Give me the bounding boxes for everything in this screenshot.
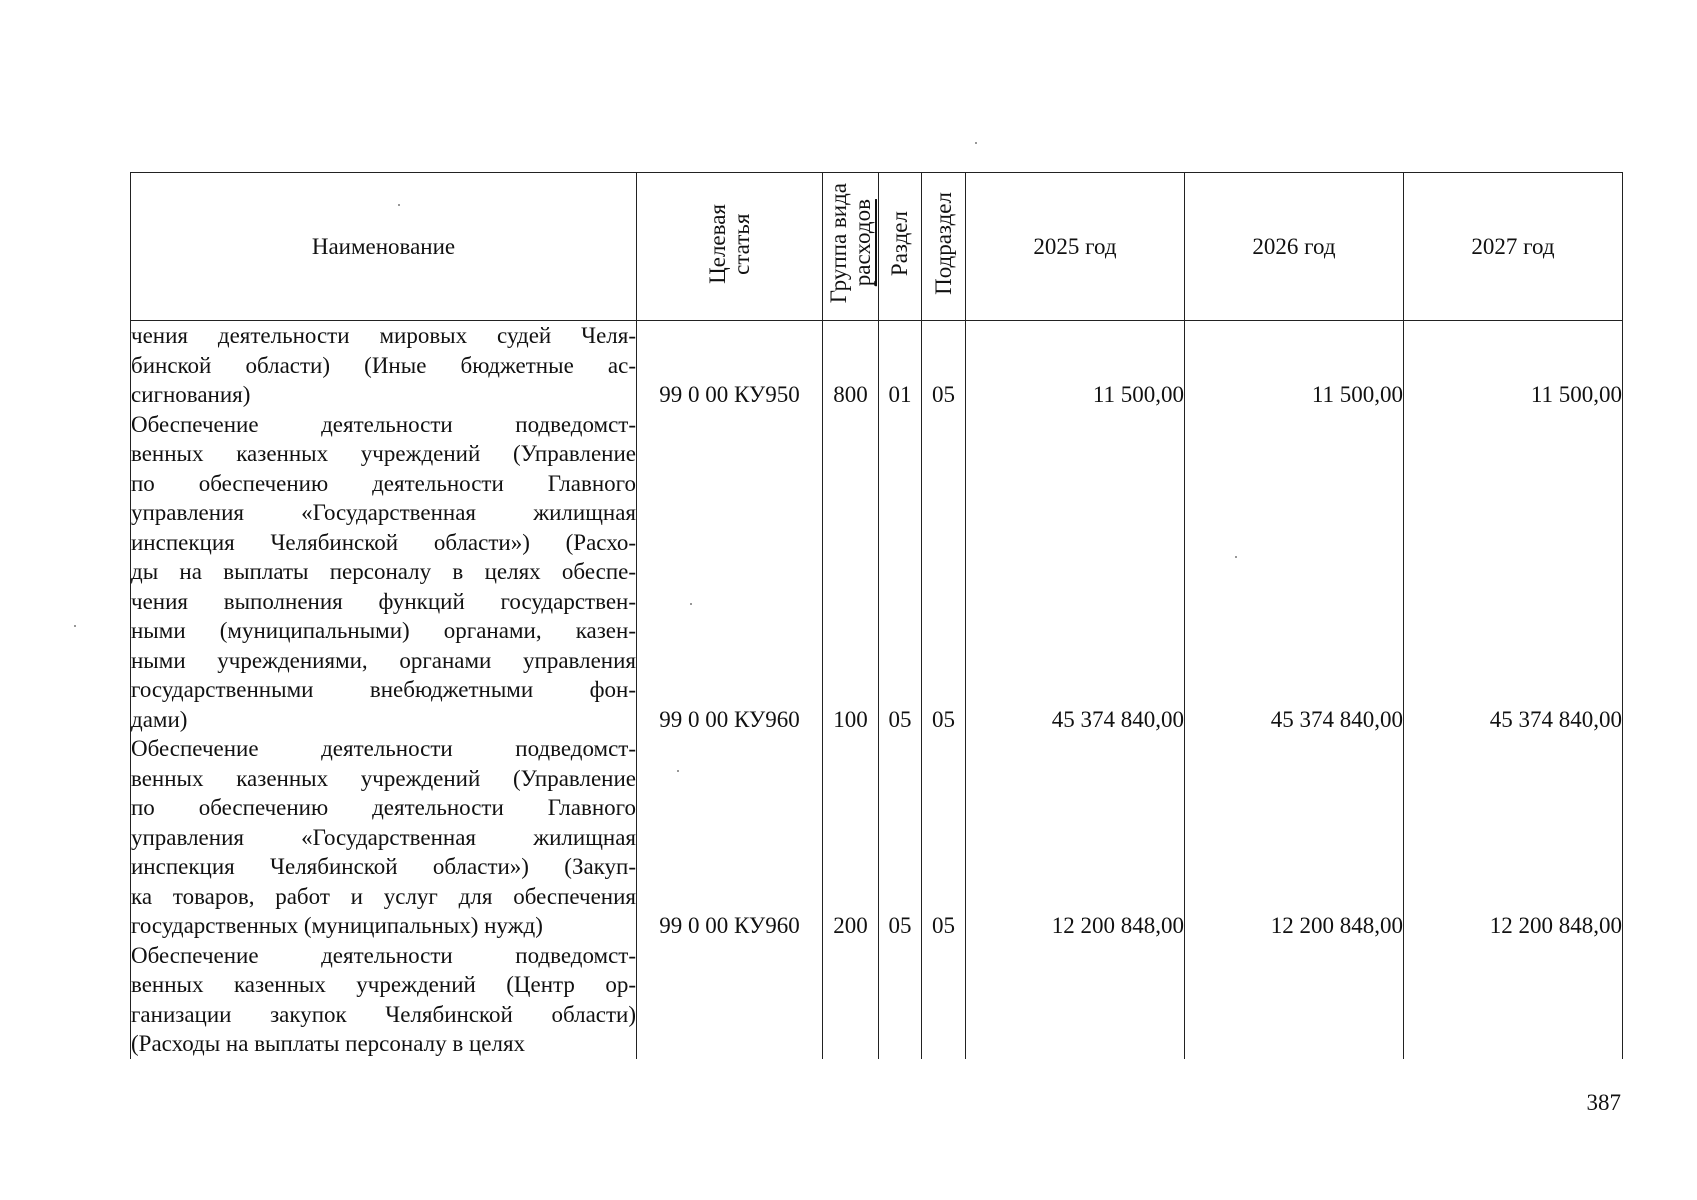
name-line: ганизации закупок Челябинской области) bbox=[131, 1001, 636, 1027]
cell-expense-group: 800 bbox=[823, 321, 879, 410]
scan-speck bbox=[677, 770, 679, 772]
name-line: ными (муниципальными) органами, казен- bbox=[131, 618, 636, 643]
header-section: Раздел bbox=[879, 173, 922, 321]
scan-speck bbox=[1235, 556, 1237, 558]
name-line: Обеспечение деятельности подведомст- bbox=[131, 411, 636, 437]
name-line: чения выполнения функций государствен- bbox=[131, 588, 636, 614]
cell-subsection: 05 bbox=[922, 734, 966, 941]
name-line: ка товаров, работ и услуг для обеспечения bbox=[131, 883, 636, 909]
name-line: государственными внебюджетными фон- bbox=[131, 677, 636, 702]
cell-name bbox=[131, 734, 637, 941]
name-line: сигнования) bbox=[131, 382, 251, 407]
budget-table bbox=[130, 172, 1623, 1059]
header-2027: 2027 год bbox=[1404, 173, 1623, 321]
cell-2026 bbox=[1185, 941, 1404, 1059]
cell-name bbox=[131, 941, 637, 1059]
name-line: бинской области) (Иные бюджетные ас- bbox=[131, 352, 636, 378]
name-line: (Расходы на выплаты персоналу в целях bbox=[131, 1031, 526, 1056]
cell-expense-group: 200 bbox=[823, 734, 879, 941]
name-line: ными учреждениями, органами управления bbox=[131, 647, 636, 673]
cell-section: 01 bbox=[879, 321, 922, 410]
cell-2026: 12 200 848,00 bbox=[1185, 734, 1404, 941]
name-line: венных казенных учреждений (Центр ор- bbox=[131, 972, 636, 997]
cell-target-article: 99 0 00 КУ950 bbox=[637, 321, 823, 410]
table-header-row bbox=[131, 173, 1623, 321]
name-line: венных казенных учреждений (Управление bbox=[131, 441, 636, 466]
name-line: управления «Государственная жилищная bbox=[131, 824, 636, 850]
table-body bbox=[131, 321, 1623, 1059]
cell-2027 bbox=[1404, 941, 1623, 1059]
cell-2027: 12 200 848,00 bbox=[1404, 734, 1623, 941]
cell-2027: 11 500,00 bbox=[1404, 321, 1623, 410]
cell-target-article bbox=[637, 941, 823, 1059]
scan-speck bbox=[975, 142, 977, 144]
name-line: ды на выплаты персоналу в целях обеспе- bbox=[131, 559, 636, 584]
header-name: Наименование bbox=[131, 173, 637, 321]
name-line: Обеспечение деятельности подведомст- bbox=[131, 942, 636, 968]
cell-2026: 45 374 840,00 bbox=[1185, 410, 1404, 735]
cell-2026: 11 500,00 bbox=[1185, 321, 1404, 410]
cell-subsection bbox=[922, 941, 966, 1059]
name-line: инспекция Челябинской области») (Закуп- bbox=[131, 854, 636, 879]
cell-2025 bbox=[966, 941, 1185, 1059]
cell-2027: 45 374 840,00 bbox=[1404, 410, 1623, 735]
scan-speck bbox=[398, 204, 400, 206]
name-line: чения деятельности мировых судей Челя- bbox=[131, 323, 636, 348]
cell-target-article: 99 0 00 КУ960 bbox=[637, 410, 823, 735]
cell-expense-group bbox=[823, 941, 879, 1059]
name-line: по обеспечению деятельности Главного bbox=[131, 470, 636, 496]
table-row bbox=[131, 941, 1623, 1059]
table-row bbox=[131, 410, 1623, 735]
header-expense-group: Группа вида расходов bbox=[823, 173, 879, 321]
header-subsection: Подраздел bbox=[922, 173, 966, 321]
cell-2025: 11 500,00 bbox=[966, 321, 1185, 410]
header-2026: 2026 год bbox=[1185, 173, 1404, 321]
header-target-article: Целевая статья bbox=[637, 173, 823, 321]
cell-2025: 45 374 840,00 bbox=[966, 410, 1185, 735]
name-line: дами) bbox=[131, 706, 188, 732]
header-2025: 2025 год bbox=[966, 173, 1185, 321]
table-row bbox=[131, 321, 1623, 410]
cell-name bbox=[131, 410, 637, 735]
name-line: по обеспечению деятельности Главного bbox=[131, 795, 636, 820]
page-number: 387 bbox=[1586, 1090, 1621, 1115]
name-line: Обеспечение деятельности подведомст- bbox=[131, 736, 636, 761]
name-line: инспекция Челябинской области») (Расхо- bbox=[131, 529, 636, 555]
cell-section: 05 bbox=[879, 734, 922, 941]
name-line: управления «Государственная жилищная bbox=[131, 500, 636, 525]
cell-subsection: 05 bbox=[922, 321, 966, 410]
table-row bbox=[131, 734, 1623, 941]
cell-expense-group: 100 bbox=[823, 410, 879, 735]
scan-speck bbox=[690, 603, 692, 605]
cell-section bbox=[879, 941, 922, 1059]
name-line: венных казенных учреждений (Управление bbox=[131, 765, 636, 791]
name-line: государственных (муниципальных) нужд) bbox=[131, 913, 543, 938]
cell-name bbox=[131, 321, 637, 410]
cell-2025: 12 200 848,00 bbox=[966, 734, 1185, 941]
cell-target-article: 99 0 00 КУ960 bbox=[637, 734, 823, 941]
cell-section: 05 bbox=[879, 410, 922, 735]
scan-speck bbox=[74, 625, 76, 627]
cell-subsection: 05 bbox=[922, 410, 966, 735]
